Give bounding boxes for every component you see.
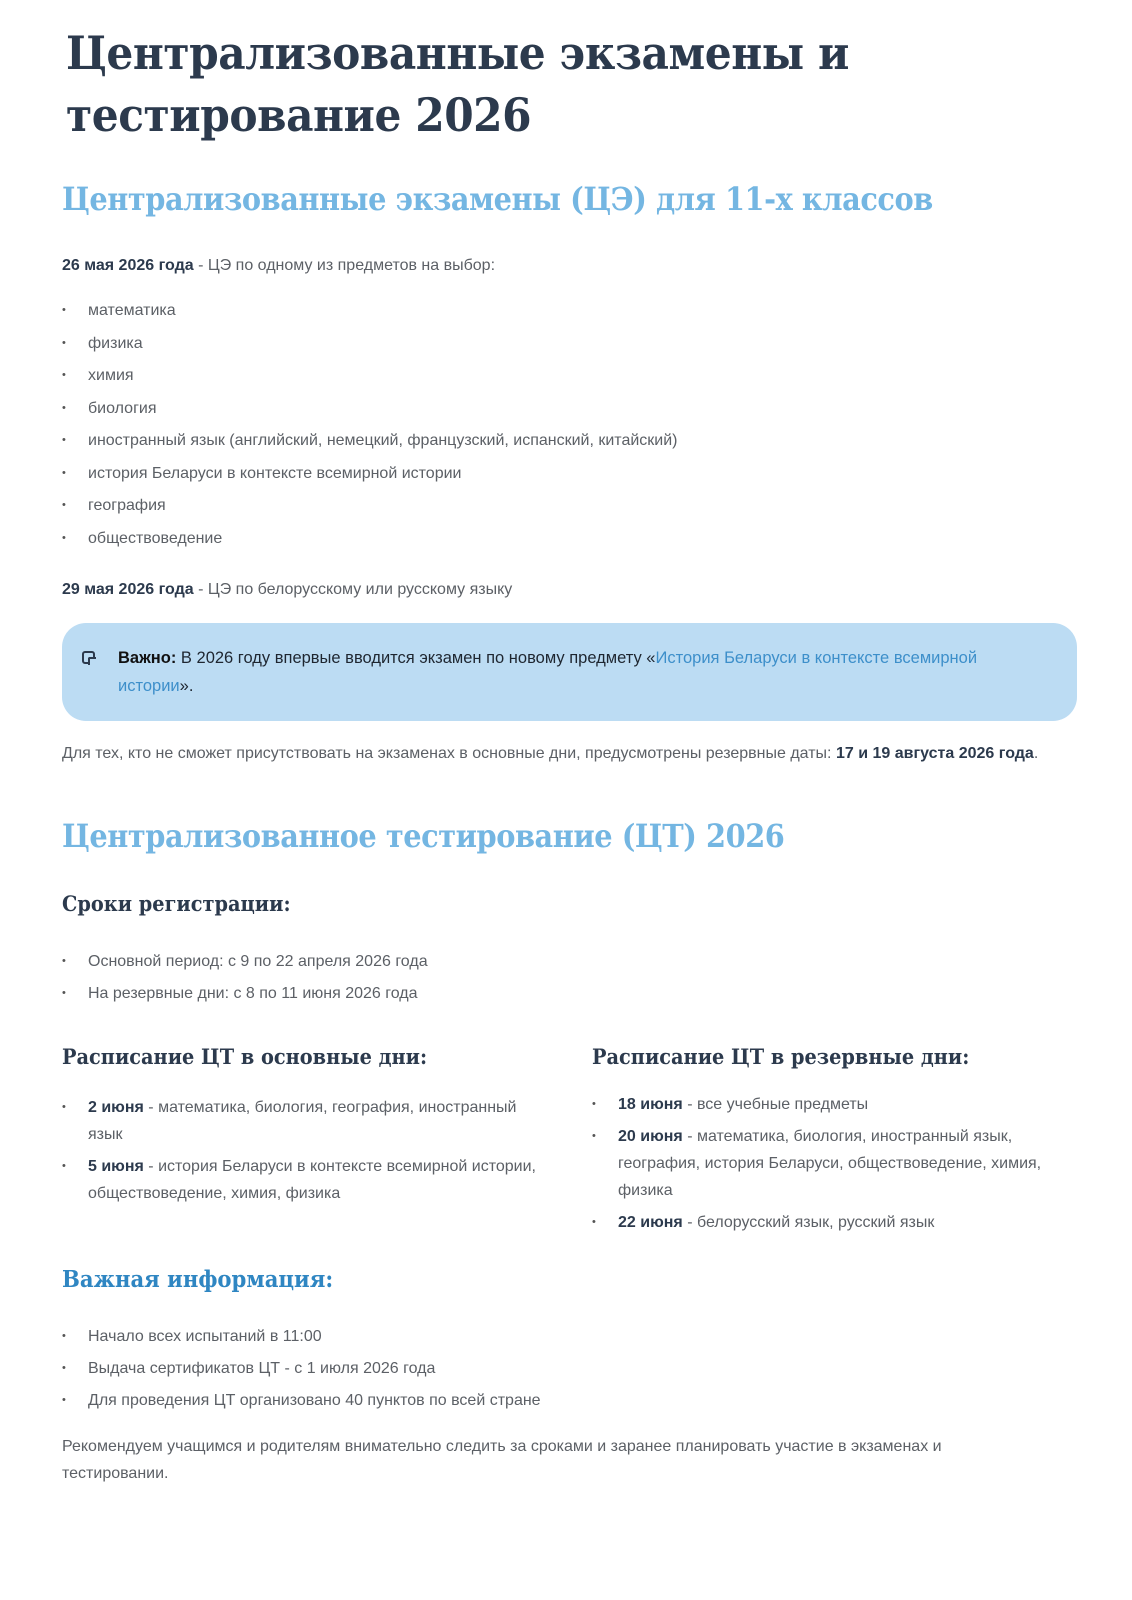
ce-subject-list [62,297,678,557]
ce-date1-line [62,252,495,279]
list-item: • история Беларуси в контексте всемирной истории [62,460,678,487]
schedule-text: - история Беларуси в контексте всемирной истории, обществоведение, химия, физика [88,1158,536,1202]
important-note [62,623,1077,721]
list-item: • Основной период: с 9 по 22 апреля 2026 года [62,948,428,975]
reserve-dates: 17 и 19 августа 2026 года [835,745,1034,762]
schedule-text: - математика, биология, иностранный язык, география, история Беларуси, обществоведение, химия, физика [618,1128,1042,1199]
ce-date1-text: - ЦЭ по одному из предметов на выбор: [193,257,496,274]
list-item: • иностранный язык (английский, немецкий, французский, испанский, китайский) [62,427,678,454]
note-tail: ». [179,677,194,695]
ce-date2-line [62,576,512,603]
ct-heading: Централизованное тестирование (ЦТ) 2026 [62,817,785,855]
reserve-schedule-heading: Расписание ЦТ в резервные дни: [592,1044,970,1069]
list-item [62,1153,542,1207]
list-item: • обществоведение [62,525,678,552]
registration-heading: Сроки регистрации: [62,891,291,916]
info-list [62,1323,541,1419]
schedule-date: 2 июня [88,1099,144,1116]
note-label: Важно: [118,649,177,667]
note-body: В 2026 году впервые вводится экзамен по новому предмету « [176,649,656,667]
ce-date2: 29 мая 2026 года [62,581,194,598]
schedule-text: - математика, биология, география, иностранный язык [88,1099,517,1143]
note-icon [82,651,95,664]
list-item [592,1091,1042,1118]
closing-text: Рекомендуем учащимся и родителям внимательно следить за сроками и заранее планировать участие в экзаменах и тестировании. [62,1438,942,1482]
note-text [118,644,1017,700]
main-schedule-list [62,1094,542,1212]
schedule-date: 22 июня [618,1214,683,1231]
schedule-date: 5 июня [88,1158,144,1175]
main-schedule-heading: Расписание ЦТ в основные дни: [62,1044,428,1069]
ce-reserve-text [62,740,1077,767]
ce-heading: Централизованные экзамены (ЦЭ) для 11-х классов [62,180,933,218]
registration-list [62,948,428,1012]
reserve-intro: Для тех, кто не сможет присутствовать на экзаменах в основные дни, предусмотрены резервные даты: [62,745,836,762]
list-item: • химия [62,362,678,389]
list-item: • Начало всех испытаний в 11:00 [62,1323,541,1350]
list-item [62,1094,542,1148]
list-item: • физика [62,330,678,357]
list-item: • биология [62,395,678,422]
schedule-date: 20 июня [618,1128,683,1145]
list-item [592,1123,1042,1204]
ce-date2-text: - ЦЭ по белорусскому или русскому языку [193,581,513,598]
list-item: • Для проведения ЦТ организовано 40 пунктов по всей стране [62,1387,541,1414]
schedule-text: - белорусский язык, русский язык [682,1214,935,1231]
note-link[interactable]: История Беларуси в контексте всемирной истории [118,649,978,695]
list-item: • На резервные дни: с 8 по 11 июня 2026 года [62,980,428,1007]
list-item [592,1209,1042,1236]
schedule-date: 18 июня [618,1096,683,1113]
reserve-tail: . [1033,745,1039,762]
list-item: • география [62,492,678,519]
page-title: Централизованные экзамены и тестирование 2026 [66,26,849,142]
info-heading: Важная информация: [62,1266,334,1293]
list-item: • Выдача сертификатов ЦТ - с 1 июля 2026 года [62,1355,541,1382]
schedule-text: - все учебные предметы [682,1096,869,1113]
reserve-schedule-list [592,1091,1042,1241]
list-item: • математика [62,297,678,324]
ce-date1: 26 мая 2026 года [62,257,194,274]
